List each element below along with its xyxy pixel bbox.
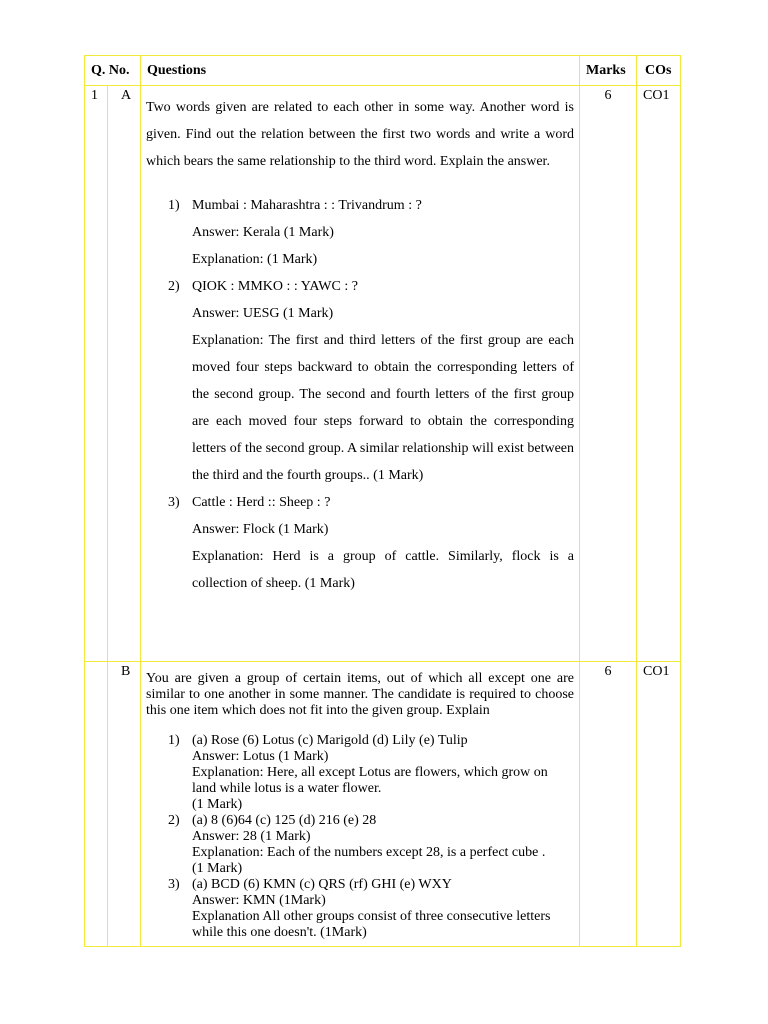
item-explanation: Explanation: The first and third letters of the first group are each moved four steps backward to obtain the corresponding letters of the second group. The second and fourth letters of the first group are each moved four steps forward to obtain the corresponding letters of the second group. A similar relationship will exist between the third and the fourth groups.. (1 Mark) bbox=[192, 333, 574, 483]
item-question: QIOK : MMKO : : YAWC : ? bbox=[192, 279, 358, 294]
question-a-co: CO1 bbox=[637, 86, 681, 662]
question-number: 1 bbox=[85, 86, 108, 662]
list-item bbox=[146, 192, 574, 273]
item-number: 1) bbox=[168, 198, 180, 213]
item-number: 3) bbox=[168, 877, 180, 892]
question-b-intro: You are given a group of certain items, out of which all except one are similar to one another in some manner. The candidate is required to choose this one item which does not fit into the given group. Explain bbox=[146, 671, 574, 718]
header-questions: Questions bbox=[141, 56, 580, 86]
item-explanation: Explanation: Herd is a group of cattle. Similarly, flock is a collection of sheep. (1 Mark) bbox=[192, 549, 574, 591]
question-b-items bbox=[146, 733, 574, 941]
item-answer: Answer: 28 (1 Mark) bbox=[192, 829, 311, 844]
question-row-a bbox=[85, 86, 681, 662]
header-cos: COs bbox=[637, 56, 681, 86]
item-number: 1) bbox=[168, 733, 180, 748]
item-question: (a) BCD (6) KMN (c) QRS (rf) GHI (e) WXY bbox=[192, 877, 452, 892]
item-answer: Answer: Kerala (1 Mark) bbox=[192, 225, 334, 240]
item-answer: Answer: Flock (1 Mark) bbox=[192, 522, 329, 537]
header-marks: Marks bbox=[580, 56, 637, 86]
item-explanation: Explanation: (1 Mark) bbox=[192, 252, 318, 267]
item-number: 2) bbox=[168, 813, 180, 828]
question-b-body bbox=[141, 662, 580, 947]
question-number-empty bbox=[85, 662, 108, 947]
item-explanation: Explanation: Each of the numbers except 28, is a perfect cube . bbox=[192, 845, 546, 860]
item-question: (a) Rose (6) Lotus (c) Marigold (d) Lily (e) Tulip bbox=[192, 733, 468, 748]
question-a-items bbox=[146, 192, 574, 597]
item-number: 3) bbox=[168, 495, 180, 510]
item-number: 2) bbox=[168, 279, 180, 294]
item-answer: Answer: KMN (1Mark) bbox=[192, 893, 326, 908]
list-item bbox=[146, 489, 574, 597]
question-a-marks: 6 bbox=[580, 86, 637, 662]
question-part-a: A bbox=[108, 86, 141, 662]
header-qno: Q. No. bbox=[85, 56, 141, 86]
question-b-marks: 6 bbox=[580, 662, 637, 947]
item-answer: Answer: UESG (1 Mark) bbox=[192, 306, 334, 321]
question-b-co: CO1 bbox=[637, 662, 681, 947]
question-row-b bbox=[85, 662, 681, 947]
list-item bbox=[146, 877, 574, 941]
list-item bbox=[146, 733, 574, 813]
question-a-intro: Two words given are related to each other in some way. Another word is given. Find out the relation between the first two words and write a word which bears the same relationship to the third word. Explain the answer. bbox=[146, 100, 574, 169]
list-item bbox=[146, 273, 574, 489]
item-mark: (1 Mark) bbox=[192, 861, 243, 876]
item-question: (a) 8 (6)64 (c) 125 (d) 216 (e) 28 bbox=[192, 813, 377, 828]
question-part-b: B bbox=[108, 662, 141, 947]
table-header-row bbox=[85, 56, 681, 86]
item-mark: (1 Mark) bbox=[192, 797, 243, 812]
item-answer: Answer: Lotus (1 Mark) bbox=[192, 749, 329, 764]
item-question: Mumbai : Maharashtra : : Trivandrum : ? bbox=[192, 198, 422, 213]
item-explanation: Explanation: Here, all except Lotus are flowers, which grow on land while lotus is a water flower. bbox=[192, 765, 548, 796]
item-question: Cattle : Herd :: Sheep : ? bbox=[192, 495, 331, 510]
question-a-body bbox=[141, 86, 580, 662]
item-explanation: Explanation All other groups consist of three consecutive letters while this one doesn't. (1Mark) bbox=[192, 909, 551, 940]
question-table bbox=[84, 55, 681, 947]
list-item bbox=[146, 813, 574, 877]
